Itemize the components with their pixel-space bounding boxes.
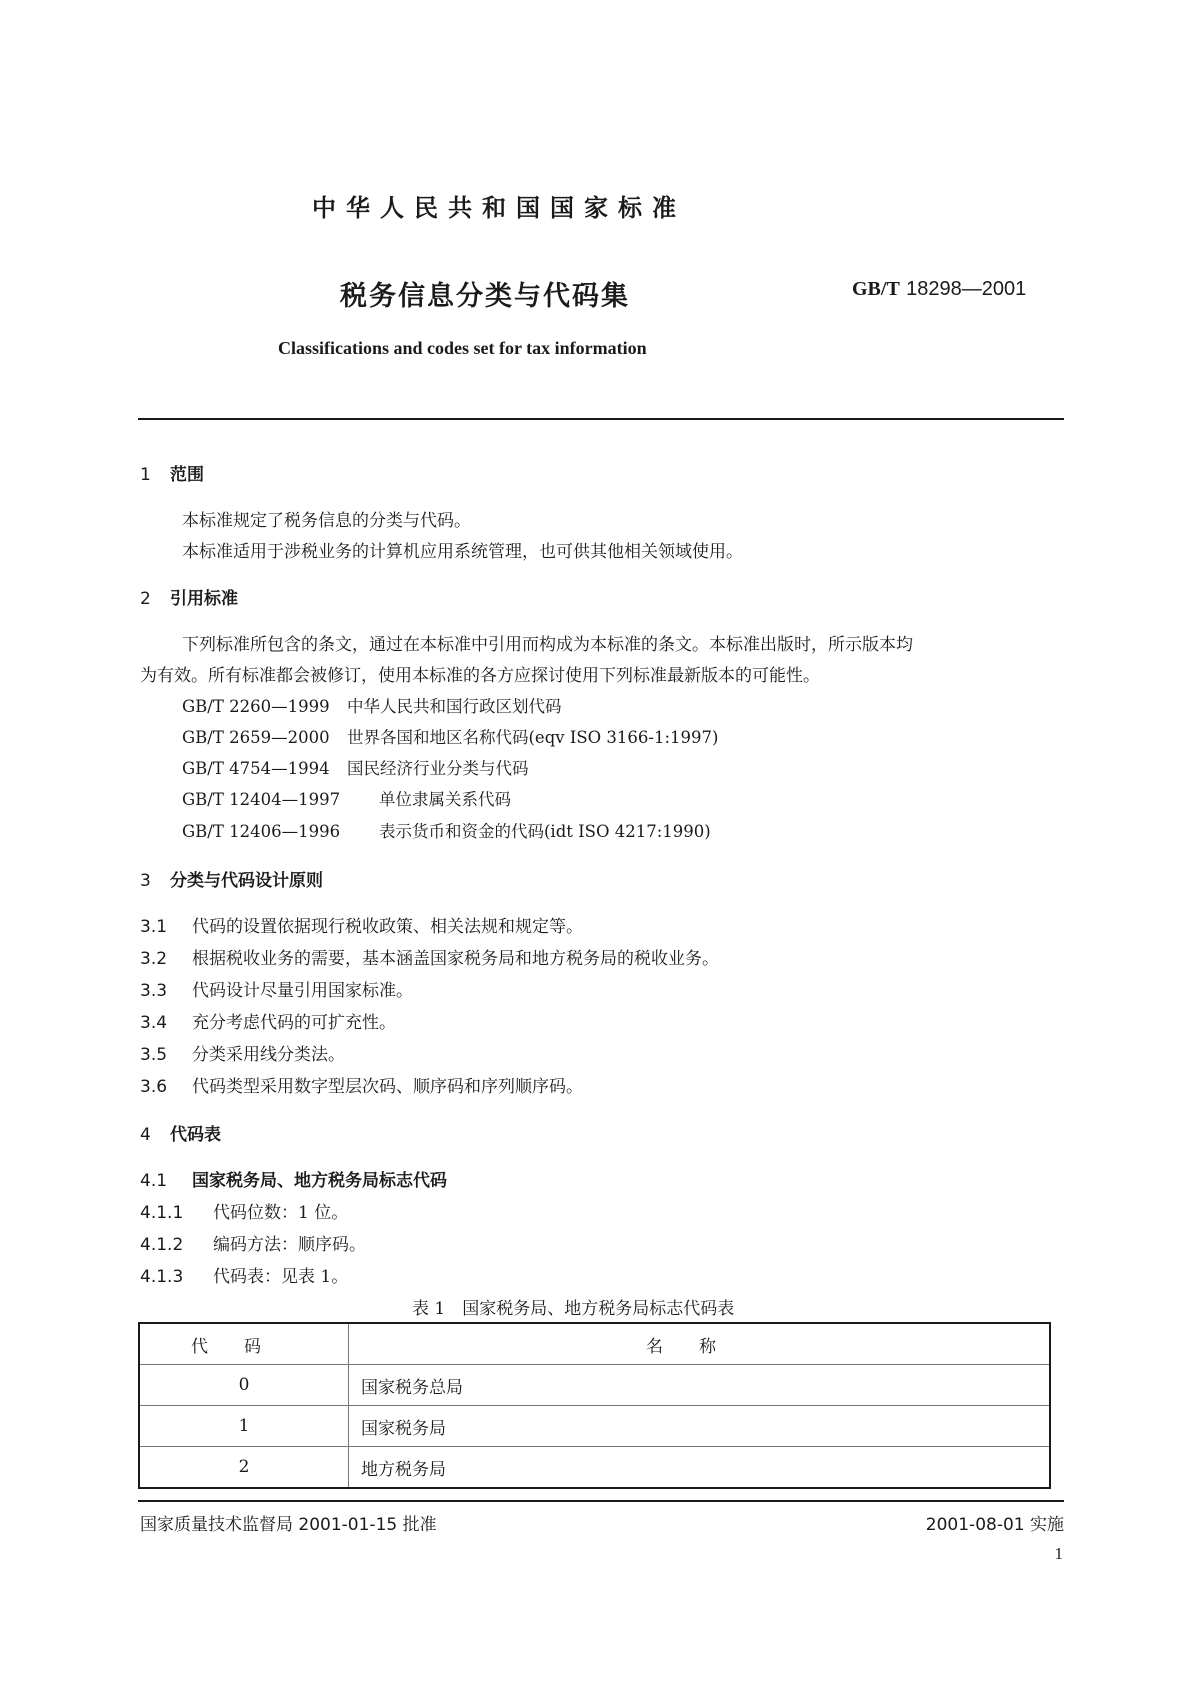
english-title: Classifications and codes set for tax information <box>278 338 647 358</box>
reference-item: GB/T 2659—2000 世界各国和地区名称代码(eqv ISO 3166-1:1997) <box>182 728 719 747</box>
name-cell: 地方税务局 <box>349 1447 1051 1489</box>
table-row <box>139 1365 1050 1406</box>
code-cell: 1 <box>139 1406 349 1447</box>
principle-item: 3.3 代码设计尽量引用国家标准。 <box>140 981 413 1001</box>
section-1-paragraph: 本标准适用于涉税业务的计算机应用系统管理，也可供其他相关领域使用。 <box>182 542 743 562</box>
name-cell: 国家税务局 <box>349 1406 1051 1447</box>
column-header-code: 代码 <box>139 1323 349 1365</box>
header-divider <box>138 418 1064 420</box>
code-cell: 2 <box>139 1447 349 1489</box>
reference-item: GB/T 12404—1997 单位隶属关系代码 <box>182 790 511 809</box>
reference-item: GB/T 12406—1996 表示货币和资金的代码(idt ISO 4217:1990) <box>182 822 711 841</box>
standard-number <box>852 276 1026 301</box>
footer-divider <box>138 1500 1064 1502</box>
principle-item: 3.1 代码的设置依据现行税收政策、相关法规和规定等。 <box>140 917 583 937</box>
national-standard-heading: 中华人民共和国国家标准 <box>312 194 686 222</box>
name-cell: 国家税务总局 <box>349 1365 1051 1406</box>
reference-item: GB/T 4754—1994 国民经济行业分类与代码 <box>182 759 529 778</box>
page-number: 1 <box>1054 1544 1063 1563</box>
section-2-intro: 下列标准所包含的条文，通过在本标准中引用而构成为本标准的条文。本标准出版时，所示版本均 <box>182 635 913 655</box>
section-1-heading: 1 范围 <box>140 465 204 485</box>
code-spec-item: 4.1.2 编码方法：顺序码。 <box>140 1235 366 1255</box>
principle-item: 3.5 分类采用线分类法。 <box>140 1045 345 1065</box>
code-spec-item: 4.1.3 代码表：见表 1。 <box>140 1267 349 1287</box>
section-4-heading: 4 代码表 <box>140 1125 221 1145</box>
reference-item: GB/T 2260—1999 中华人民共和国行政区划代码 <box>182 697 562 716</box>
section-3-heading: 3 分类与代码设计原则 <box>140 871 323 891</box>
code-cell: 0 <box>139 1365 349 1406</box>
standard-number-value: 18298—2001 <box>906 278 1027 300</box>
principle-item: 3.4 充分考虑代码的可扩充性。 <box>140 1013 396 1033</box>
code-spec-item: 4.1.1 代码位数：1 位。 <box>140 1203 349 1223</box>
effective-date: 2001-08-01 实施 <box>925 1515 1064 1535</box>
table-row <box>139 1406 1050 1447</box>
section-4-1-heading: 4.1 国家税务局、地方税务局标志代码 <box>140 1171 447 1191</box>
approval-info: 国家质量技术监督局 2001-01-15 批准 <box>140 1515 437 1535</box>
principle-item: 3.6 代码类型采用数字型层次码、顺序码和序列顺序码。 <box>140 1077 583 1097</box>
section-2-heading: 2 引用标准 <box>140 589 238 609</box>
section-1-paragraph: 本标准规定了税务信息的分类与代码。 <box>182 511 471 531</box>
standard-prefix: GB/T <box>852 278 900 300</box>
table-caption: 表 1 国家税务局、地方税务局标志代码表 <box>412 1299 735 1319</box>
code-table <box>138 1322 1051 1489</box>
principle-item: 3.2 根据税收业务的需要，基本涵盖国家税务局和地方税务局的税收业务。 <box>140 949 719 969</box>
document-title: 税务信息分类与代码集 <box>340 281 630 312</box>
section-2-intro: 为有效。所有标准都会被修订，使用本标准的各方应探讨使用下列标准最新版本的可能性。 <box>140 666 820 686</box>
table-header-row <box>139 1323 1050 1365</box>
table-row <box>139 1447 1050 1489</box>
column-header-name: 名称 <box>349 1323 1051 1365</box>
